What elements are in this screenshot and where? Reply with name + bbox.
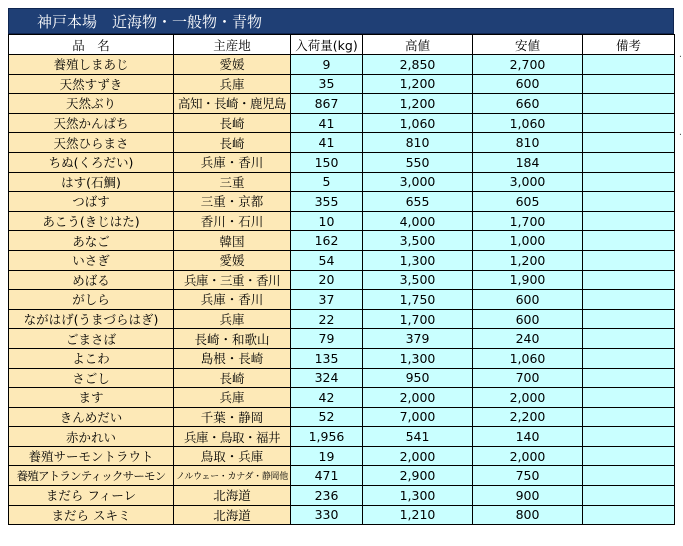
cell-quantity: 236 [291,486,363,506]
header-quantity: 入荷量(kg) [291,35,363,55]
cell-remarks [583,113,675,133]
cell-origin: 長崎・和歌山 [174,329,291,349]
cell-low-price: 2,200 [473,407,583,427]
header-remarks: 備考 [583,35,675,55]
cell-item-name: 養殖サーモントラウト [9,446,174,466]
cell-item-name: めばる [9,270,174,290]
edge-mark: · [678,130,682,141]
cell-quantity: 330 [291,505,363,525]
cell-quantity: 162 [291,231,363,251]
table-row [9,133,675,153]
cell-low-price: 2,000 [473,446,583,466]
cell-origin: ノルウェー・カナダ・静岡他 [174,466,291,486]
cell-origin: 兵庫 [174,388,291,408]
table-row [9,192,675,212]
cell-item-name: がしら [9,290,174,310]
cell-high-price: 7,000 [363,407,473,427]
cell-high-price: 1,300 [363,250,473,270]
cell-high-price: 550 [363,152,473,172]
table-row [9,427,675,447]
cell-origin: 長崎 [174,113,291,133]
table-row [9,290,675,310]
header-origin: 主産地 [174,35,291,55]
cell-origin: 北海道 [174,505,291,525]
table-row [9,446,675,466]
cell-high-price: 1,750 [363,290,473,310]
cell-quantity: 150 [291,152,363,172]
cell-item-name: 天然ひらまさ [9,133,174,153]
cell-remarks [583,270,675,290]
cell-origin: 三重・京都 [174,192,291,212]
cell-remarks [583,368,675,388]
cell-origin: 北海道 [174,486,291,506]
cell-low-price: 2,000 [473,388,583,408]
table-row [9,388,675,408]
cell-remarks [583,505,675,525]
cell-item-name: 天然ぶり [9,94,174,114]
cell-remarks [583,55,675,75]
cell-origin: 愛媛 [174,55,291,75]
cell-quantity: 20 [291,270,363,290]
cell-item-name: さごし [9,368,174,388]
cell-origin: 千葉・静岡 [174,407,291,427]
cell-low-price: 1,060 [473,113,583,133]
cell-high-price: 3,000 [363,172,473,192]
cell-high-price: 2,900 [363,466,473,486]
table-row [9,309,675,329]
cell-item-name: いさぎ [9,250,174,270]
cell-origin: 兵庫・香川 [174,290,291,310]
cell-item-name: 養殖しまあじ [9,55,174,75]
table-row [9,172,675,192]
table-row [9,505,675,525]
cell-remarks [583,211,675,231]
cell-item-name: 天然すずき [9,74,174,94]
cell-remarks [583,427,675,447]
cell-quantity: 1,956 [291,427,363,447]
table-row [9,329,675,349]
cell-origin: 愛媛 [174,250,291,270]
cell-high-price: 2,000 [363,446,473,466]
cell-low-price: 240 [473,329,583,349]
cell-high-price: 1,200 [363,74,473,94]
table-row [9,348,675,368]
cell-low-price: 1,900 [473,270,583,290]
cell-high-price: 655 [363,192,473,212]
cell-remarks [583,388,675,408]
cell-low-price: 600 [473,309,583,329]
cell-origin: 長崎 [174,133,291,153]
cell-quantity: 19 [291,446,363,466]
cell-item-name: あこう(きじはた) [9,211,174,231]
table-body [9,55,675,525]
header-high-price: 高値 [363,35,473,55]
cell-item-name: 赤かれい [9,427,174,447]
cell-high-price: 1,300 [363,486,473,506]
sheet-title: 神戸本場 近海物・一般物・青物 [8,8,674,34]
cell-low-price: 600 [473,290,583,310]
cell-remarks [583,231,675,251]
cell-low-price: 184 [473,152,583,172]
cell-high-price: 3,500 [363,231,473,251]
cell-quantity: 22 [291,309,363,329]
table-row [9,466,675,486]
cell-origin: 兵庫 [174,74,291,94]
cell-quantity: 471 [291,466,363,486]
cell-quantity: 52 [291,407,363,427]
table-row [9,94,675,114]
cell-low-price: 1,060 [473,348,583,368]
cell-low-price: 1,200 [473,250,583,270]
cell-origin: 鳥取・兵庫 [174,446,291,466]
cell-quantity: 324 [291,368,363,388]
cell-high-price: 2,000 [363,388,473,408]
cell-item-name: つばす [9,192,174,212]
cell-item-name: あなご [9,231,174,251]
cell-remarks [583,133,675,153]
cell-origin: 三重 [174,172,291,192]
cell-quantity: 42 [291,388,363,408]
cell-quantity: 10 [291,211,363,231]
cell-quantity: 41 [291,133,363,153]
cell-low-price: 660 [473,94,583,114]
cell-item-name: ながはげ(うまづらはぎ) [9,309,174,329]
cell-quantity: 79 [291,329,363,349]
cell-quantity: 867 [291,94,363,114]
cell-low-price: 1,700 [473,211,583,231]
cell-remarks [583,309,675,329]
cell-high-price: 2,850 [363,55,473,75]
cell-origin: 香川・石川 [174,211,291,231]
cell-origin: 兵庫・香川 [174,152,291,172]
cell-remarks [583,486,675,506]
cell-low-price: 1,000 [473,231,583,251]
cell-high-price: 541 [363,427,473,447]
table-row [9,74,675,94]
cell-quantity: 135 [291,348,363,368]
cell-remarks [583,290,675,310]
cell-high-price: 1,700 [363,309,473,329]
cell-quantity: 9 [291,55,363,75]
cell-origin: 兵庫・鳥取・福井 [174,427,291,447]
cell-low-price: 750 [473,466,583,486]
cell-origin: 島根・長崎 [174,348,291,368]
cell-quantity: 41 [291,113,363,133]
cell-origin: 兵庫 [174,309,291,329]
cell-remarks [583,407,675,427]
cell-remarks [583,466,675,486]
cell-high-price: 1,060 [363,113,473,133]
table-row [9,152,675,172]
cell-low-price: 3,000 [473,172,583,192]
cell-remarks [583,192,675,212]
cell-item-name: 天然かんぱち [9,113,174,133]
cell-high-price: 1,210 [363,505,473,525]
cell-high-price: 1,200 [363,94,473,114]
table-row [9,55,675,75]
cell-high-price: 1,300 [363,348,473,368]
cell-quantity: 37 [291,290,363,310]
header-row [9,35,675,55]
cell-remarks [583,74,675,94]
cell-origin: 韓国 [174,231,291,251]
cell-item-name: はす(石鯛) [9,172,174,192]
cell-item-name: まだら フィーレ [9,486,174,506]
cell-quantity: 5 [291,172,363,192]
cell-high-price: 4,000 [363,211,473,231]
cell-item-name: よこわ [9,348,174,368]
cell-quantity: 54 [291,250,363,270]
cell-remarks [583,348,675,368]
cell-remarks [583,250,675,270]
header-low-price: 安値 [473,35,583,55]
cell-low-price: 605 [473,192,583,212]
cell-item-name: ごまさば [9,329,174,349]
cell-low-price: 900 [473,486,583,506]
cell-remarks [583,329,675,349]
table-row [9,270,675,290]
cell-quantity: 35 [291,74,363,94]
cell-origin: 高知・長崎・鹿児島 [174,94,291,114]
cell-remarks [583,152,675,172]
table-row [9,250,675,270]
cell-low-price: 600 [473,74,583,94]
cell-origin: 長崎 [174,368,291,388]
cell-item-name: 養殖アトランティックサーモン [9,466,174,486]
cell-low-price: 800 [473,505,583,525]
cell-high-price: 379 [363,329,473,349]
cell-remarks [583,446,675,466]
cell-item-name: ちぬ(くろだい) [9,152,174,172]
cell-origin: 兵庫・三重・香川 [174,270,291,290]
cell-high-price: 950 [363,368,473,388]
table-row [9,211,675,231]
cell-high-price: 3,500 [363,270,473,290]
table-row [9,368,675,388]
edge-mark: · [678,52,682,63]
cell-low-price: 140 [473,427,583,447]
table-row [9,407,675,427]
table-row [9,231,675,251]
table-row [9,486,675,506]
table-row [9,113,675,133]
cell-low-price: 810 [473,133,583,153]
cell-low-price: 700 [473,368,583,388]
cell-item-name: きんめだい [9,407,174,427]
cell-item-name: ます [9,388,174,408]
market-price-sheet [8,8,674,525]
cell-item-name: まだら スキミ [9,505,174,525]
cell-remarks [583,94,675,114]
header-item-name: 品 名 [9,35,174,55]
cell-remarks [583,172,675,192]
price-table [8,34,675,525]
cell-high-price: 810 [363,133,473,153]
cell-low-price: 2,700 [473,55,583,75]
cell-quantity: 355 [291,192,363,212]
